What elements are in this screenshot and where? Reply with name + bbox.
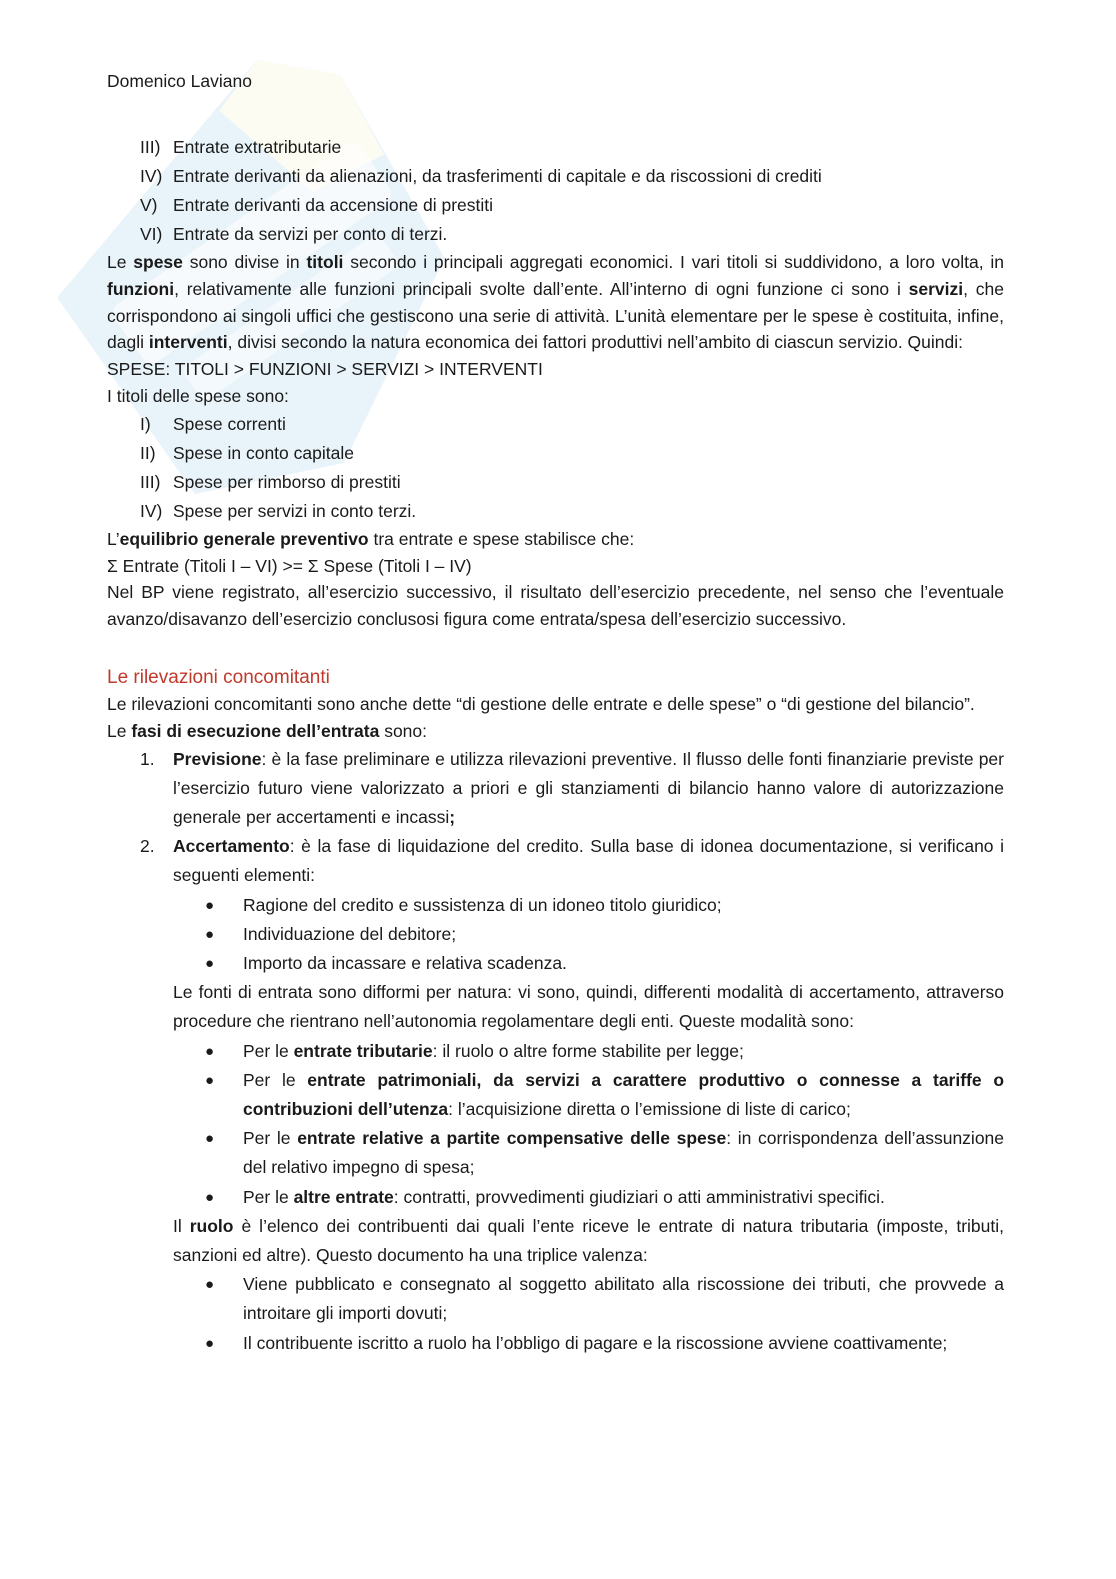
fonti-paragraph: Le fonti di entrata sono difformi per natura: vi sono, quindi, differenti modalità di accertamento, attraverso procedure che rientrano nell’autonomia regolamentare degli enti. Queste modalità sono: xyxy=(173,982,1004,1032)
item-text: Previsione: è la fase preliminare e utilizza rilevazioni preventive. Il flusso delle fonti finanziarie previste per l’esercizio futuro viene valorizzato a priori e gli stanziamenti di bilancio hanno valore di autorizzazione generale per accertamenti e incassi; xyxy=(173,748,1004,827)
bullet-icon: ● xyxy=(205,896,215,914)
item-text: Spese correnti xyxy=(173,413,286,434)
ruolo-paragraph: Il ruolo è l’elenco dei contribuenti dai quali l’ente riceve le entrate di natura tributaria (imposte, tributi, sanzioni ed altre). Questo documento ha una triplice valenza: xyxy=(173,1215,1004,1266)
list-item xyxy=(140,745,1004,833)
bullet-icon: ● xyxy=(205,1130,215,1148)
list-item: ● Per le entrate tributarie: il ruolo o altre forme stabilite per legge; xyxy=(203,1037,1004,1066)
list-item xyxy=(107,220,1004,249)
list-item: ● Per le entrate relative a partite compensative delle spese: in corrispondenza dell’assunzione del relativo impegno di spesa; xyxy=(203,1124,1004,1182)
item-text: Accertamento: è la fase di liquidazione del credito. Sulla base di idonea documentazione, si verificano i seguenti elementi: xyxy=(173,836,1004,886)
item-text: Spese per rimborso di prestiti xyxy=(173,471,401,492)
item-number: II) xyxy=(140,442,156,463)
list-item xyxy=(107,410,1004,439)
bullet-icon: ● xyxy=(205,1334,215,1352)
item-text: Entrate derivanti da accensione di prestiti xyxy=(173,195,494,215)
list-item xyxy=(107,162,1004,191)
equilibrio-intro: L’equilibrio generale preventivo tra entrate e spese stabilisce che: xyxy=(107,528,635,549)
bp-paragraph: Nel BP viene registrato, all’esercizio successivo, il risultato dell’esercizio precedente, nel senso che l’eventuale avanzo/disavanzo dell’esercizio conclusosi figura come entrata/spesa dell’esercizio successivo. xyxy=(107,582,1004,630)
bullet-icon: ● xyxy=(205,1276,215,1294)
bullet-icon: ● xyxy=(205,954,215,972)
accertamento-block xyxy=(173,891,1004,1358)
item-text: Spese in conto capitale xyxy=(173,442,354,463)
list-item: ● Importo da incassare e relativa scadenza. xyxy=(203,949,1004,978)
author-name: Domenico Laviano xyxy=(107,71,252,91)
entrate-titoli-list xyxy=(107,133,1004,249)
document-page xyxy=(107,68,1004,1358)
list-item: ● Il contribuente iscritto a ruolo ha l’obbligo di pagare e la riscossione avviene coattivamente; xyxy=(203,1329,1004,1358)
bullet-icon: ● xyxy=(205,1071,215,1089)
item-number: 1. xyxy=(140,748,155,769)
list-item: ● Individuazione del debitore; xyxy=(203,920,1004,949)
list-item xyxy=(107,468,1004,497)
bullet-icon: ● xyxy=(205,925,215,943)
item-text: Entrate da servizi per conto di terzi. xyxy=(173,224,448,244)
fasi-intro: Le fasi di esecuzione dell’entrata sono: xyxy=(107,720,428,741)
bullet-icon: ● xyxy=(205,1042,215,1060)
list-item: ● Per le altre entrate: contratti, provvedimenti giudiziari o atti amministrativi specifici. xyxy=(203,1183,1004,1212)
item-number: VI) xyxy=(140,224,163,244)
list-item: ● Per le entrate patrimoniali, da servizi a carattere produttivo o connesse a tariffe o contribuzioni dell’utenza: l’acquisizione diretta o l’emissione di liste di carico; xyxy=(203,1066,1004,1124)
list-item xyxy=(107,133,1004,162)
item-number: 2. xyxy=(140,836,155,857)
fasi-list xyxy=(107,745,1004,891)
item-text: Entrate extratributarie xyxy=(173,137,342,157)
section-intro: Le rilevazioni concomitanti sono anche dette “di gestione delle entrate e delle spese” o “di gestione del bilancio”. xyxy=(107,693,975,714)
section-heading: Le rilevazioni concomitanti xyxy=(107,666,330,688)
item-text: Entrate derivanti da alienazioni, da trasferimenti di capitale e da riscossioni di crediti xyxy=(173,166,822,186)
item-number: III) xyxy=(140,137,161,157)
item-number: I) xyxy=(140,413,151,434)
equilibrio-formula: Σ Entrate (Titoli I – VI) >= Σ Spese (Titoli I – IV) xyxy=(107,555,472,576)
list-item xyxy=(107,191,1004,220)
spese-hierarchy: SPESE: TITOLI > FUNZIONI > SERVIZI > INTERVENTI xyxy=(107,359,543,380)
spese-titoli-intro: I titoli delle spese sono: xyxy=(107,385,289,406)
item-text: Spese per servizi in conto terzi. xyxy=(173,500,417,521)
item-number: IV) xyxy=(140,500,163,521)
list-item xyxy=(140,832,1004,890)
item-number: V) xyxy=(140,195,158,215)
item-number: III) xyxy=(140,471,161,492)
list-item: ● Ragione del credito e sussistenza di un idoneo titolo giuridico; xyxy=(203,891,1004,920)
spese-titoli-list xyxy=(107,410,1004,526)
bullet-icon: ● xyxy=(205,1188,215,1206)
list-item xyxy=(107,497,1004,526)
spese-paragraph: Le spese sono divise in titoli secondo i principali aggregati economici. I vari titoli si suddividono, a loro volta, in funzioni, relativamente alle funzioni principali svolte dall’ente. All’interno di ogni funzione ci sono i servizi, che corrispondono ai singoli uffici che gestiscono una serie di attività. L’unità elementare per le spese è costituita, infine, dagli interventi, divisi secondo la natura economica dei fattori produttivi nell’ambito di ciascun servizio. Quindi: xyxy=(107,252,1005,353)
list-item xyxy=(107,439,1004,468)
list-item: ● Viene pubblicato e consegnato al soggetto abilitato alla riscossione dei tributi, che provvede a introitare gli importi dovuti; xyxy=(203,1270,1004,1328)
item-number: IV) xyxy=(140,166,163,186)
